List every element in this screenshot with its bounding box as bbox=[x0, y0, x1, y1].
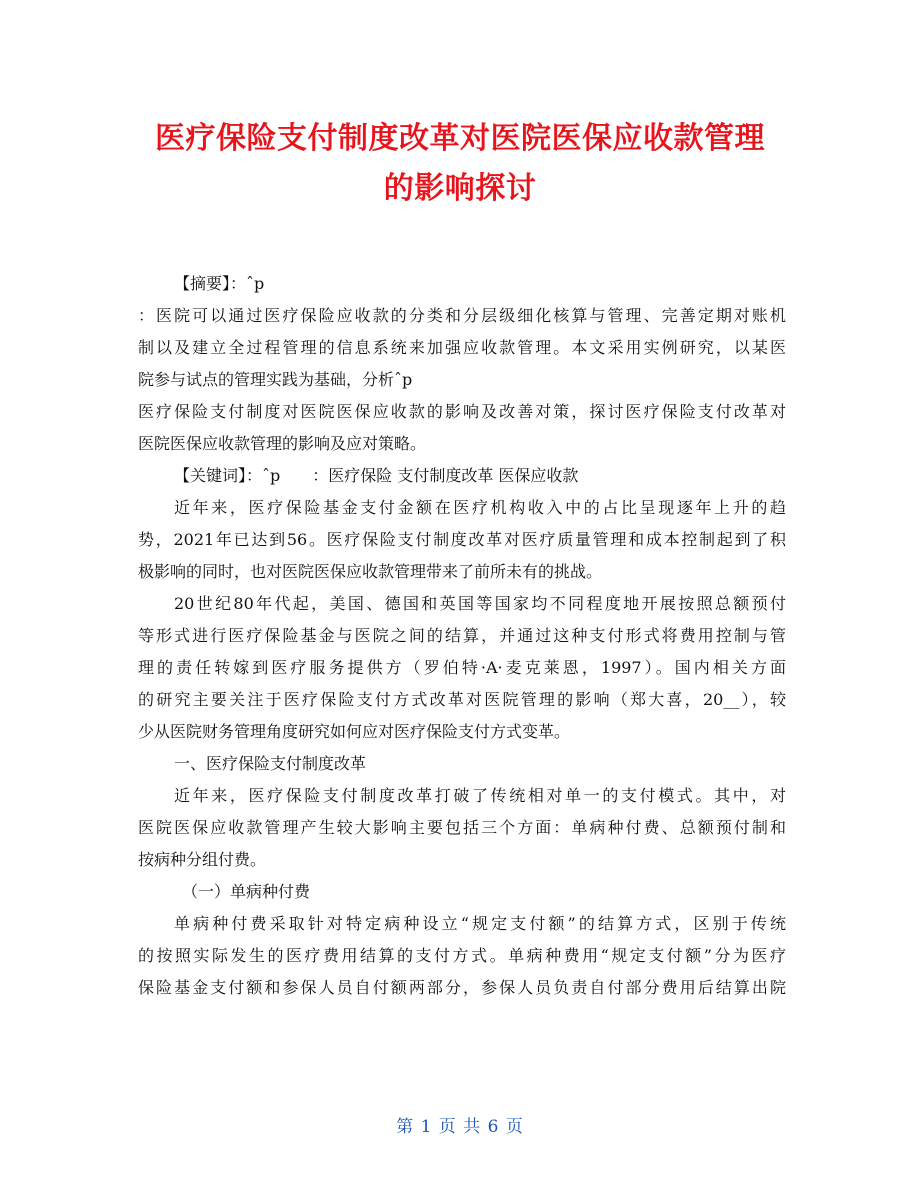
paragraph-line: 少从医院财务管理角度研究如何应对医疗保险支付方式变革。 bbox=[138, 722, 571, 741]
paragraph-line: 极影响的同时，也对医院医保应收款管理带来了前所未有的挑战。 bbox=[138, 562, 603, 581]
document-body bbox=[138, 268, 786, 1004]
paragraph-line: 按病种分组付费。 bbox=[138, 850, 267, 869]
paragraph-line: 单病种付费采取针对特定病种设立“规定支付额”的结算方式，区别于传统 bbox=[174, 914, 786, 933]
paragraph-line: 的按照实际发生的医疗费用结算的支付方式。单病种费用“规定支付额”分为医疗 bbox=[138, 946, 786, 965]
paragraph-line: 保险基金支付额和参保人员自付额两部分，参保人员负责自付部分费用后结算出院 bbox=[138, 978, 786, 997]
paragraph-line: 20世纪80年代起，美国、德国和英国等国家均不同程度地开展按照总额预付 bbox=[174, 594, 786, 613]
abstract-text-line: ：医院可以通过医疗保险应收款的分类和分层级细化核算与管理、完善定期对账机 bbox=[138, 306, 786, 325]
paragraph-line: 近年来，医疗保险支付制度改革打破了传统相对单一的支付模式。其中，对 bbox=[174, 786, 786, 805]
section-heading: 一、医疗保险支付制度改革 bbox=[174, 754, 367, 773]
paragraph-line: 理的责任转嫁到医疗服务提供方（罗伯特·A·麦克莱恩，1997）。国内相关方面 bbox=[138, 658, 786, 677]
paragraph-line: 等形式进行医疗保险基金与医院之间的结算，并通过这种支付形式将费用控制与管 bbox=[138, 626, 786, 645]
page-number-footer: 第 1 页 共 6 页 bbox=[396, 1117, 524, 1137]
abstract-text-line: 医疗保险支付制度对医院医保应收款的影响及改善对策，探讨医疗保险支付改革对 bbox=[138, 402, 786, 421]
abstract-text-line: 医院医保应收款管理的影响及应对策略。 bbox=[138, 434, 427, 453]
subsection-heading: （一）单病种付费 bbox=[182, 882, 311, 901]
paragraph-line: 的研究主要关注于医疗保险支付方式改革对医院管理的影响（郑大喜，20__），较 bbox=[138, 690, 786, 709]
document-title-line-1: 医疗保险支付制度改革对医院医保应收款管理 bbox=[155, 121, 765, 156]
abstract-text-line: 制以及建立全过程管理的信息系统来加强应收款管理。本文采用实例研究，以某医 bbox=[138, 338, 786, 357]
keywords-line: 【关键词】：ˆp ：医疗保险 支付制度改革 医保应收款 bbox=[174, 466, 579, 485]
abstract-text-line: 院参与试点的管理实践为基础，分析ˆp bbox=[138, 370, 413, 389]
document-title-line-2: 的影响探讨 bbox=[383, 171, 537, 206]
paragraph-line: 近年来，医疗保险基金支付金额在医疗机构收入中的占比呈现逐年上升的趋 bbox=[174, 498, 786, 517]
abstract-heading: 【摘要】：ˆp bbox=[174, 274, 265, 293]
paragraph-line: 势，2021年已达到56。医疗保险支付制度改革对医疗质量管理和成本控制起到了积 bbox=[138, 530, 786, 549]
paragraph-line: 医院医保应收款管理产生较大影响主要包括三个方面：单病种付费、总额预付制和 bbox=[138, 818, 786, 837]
